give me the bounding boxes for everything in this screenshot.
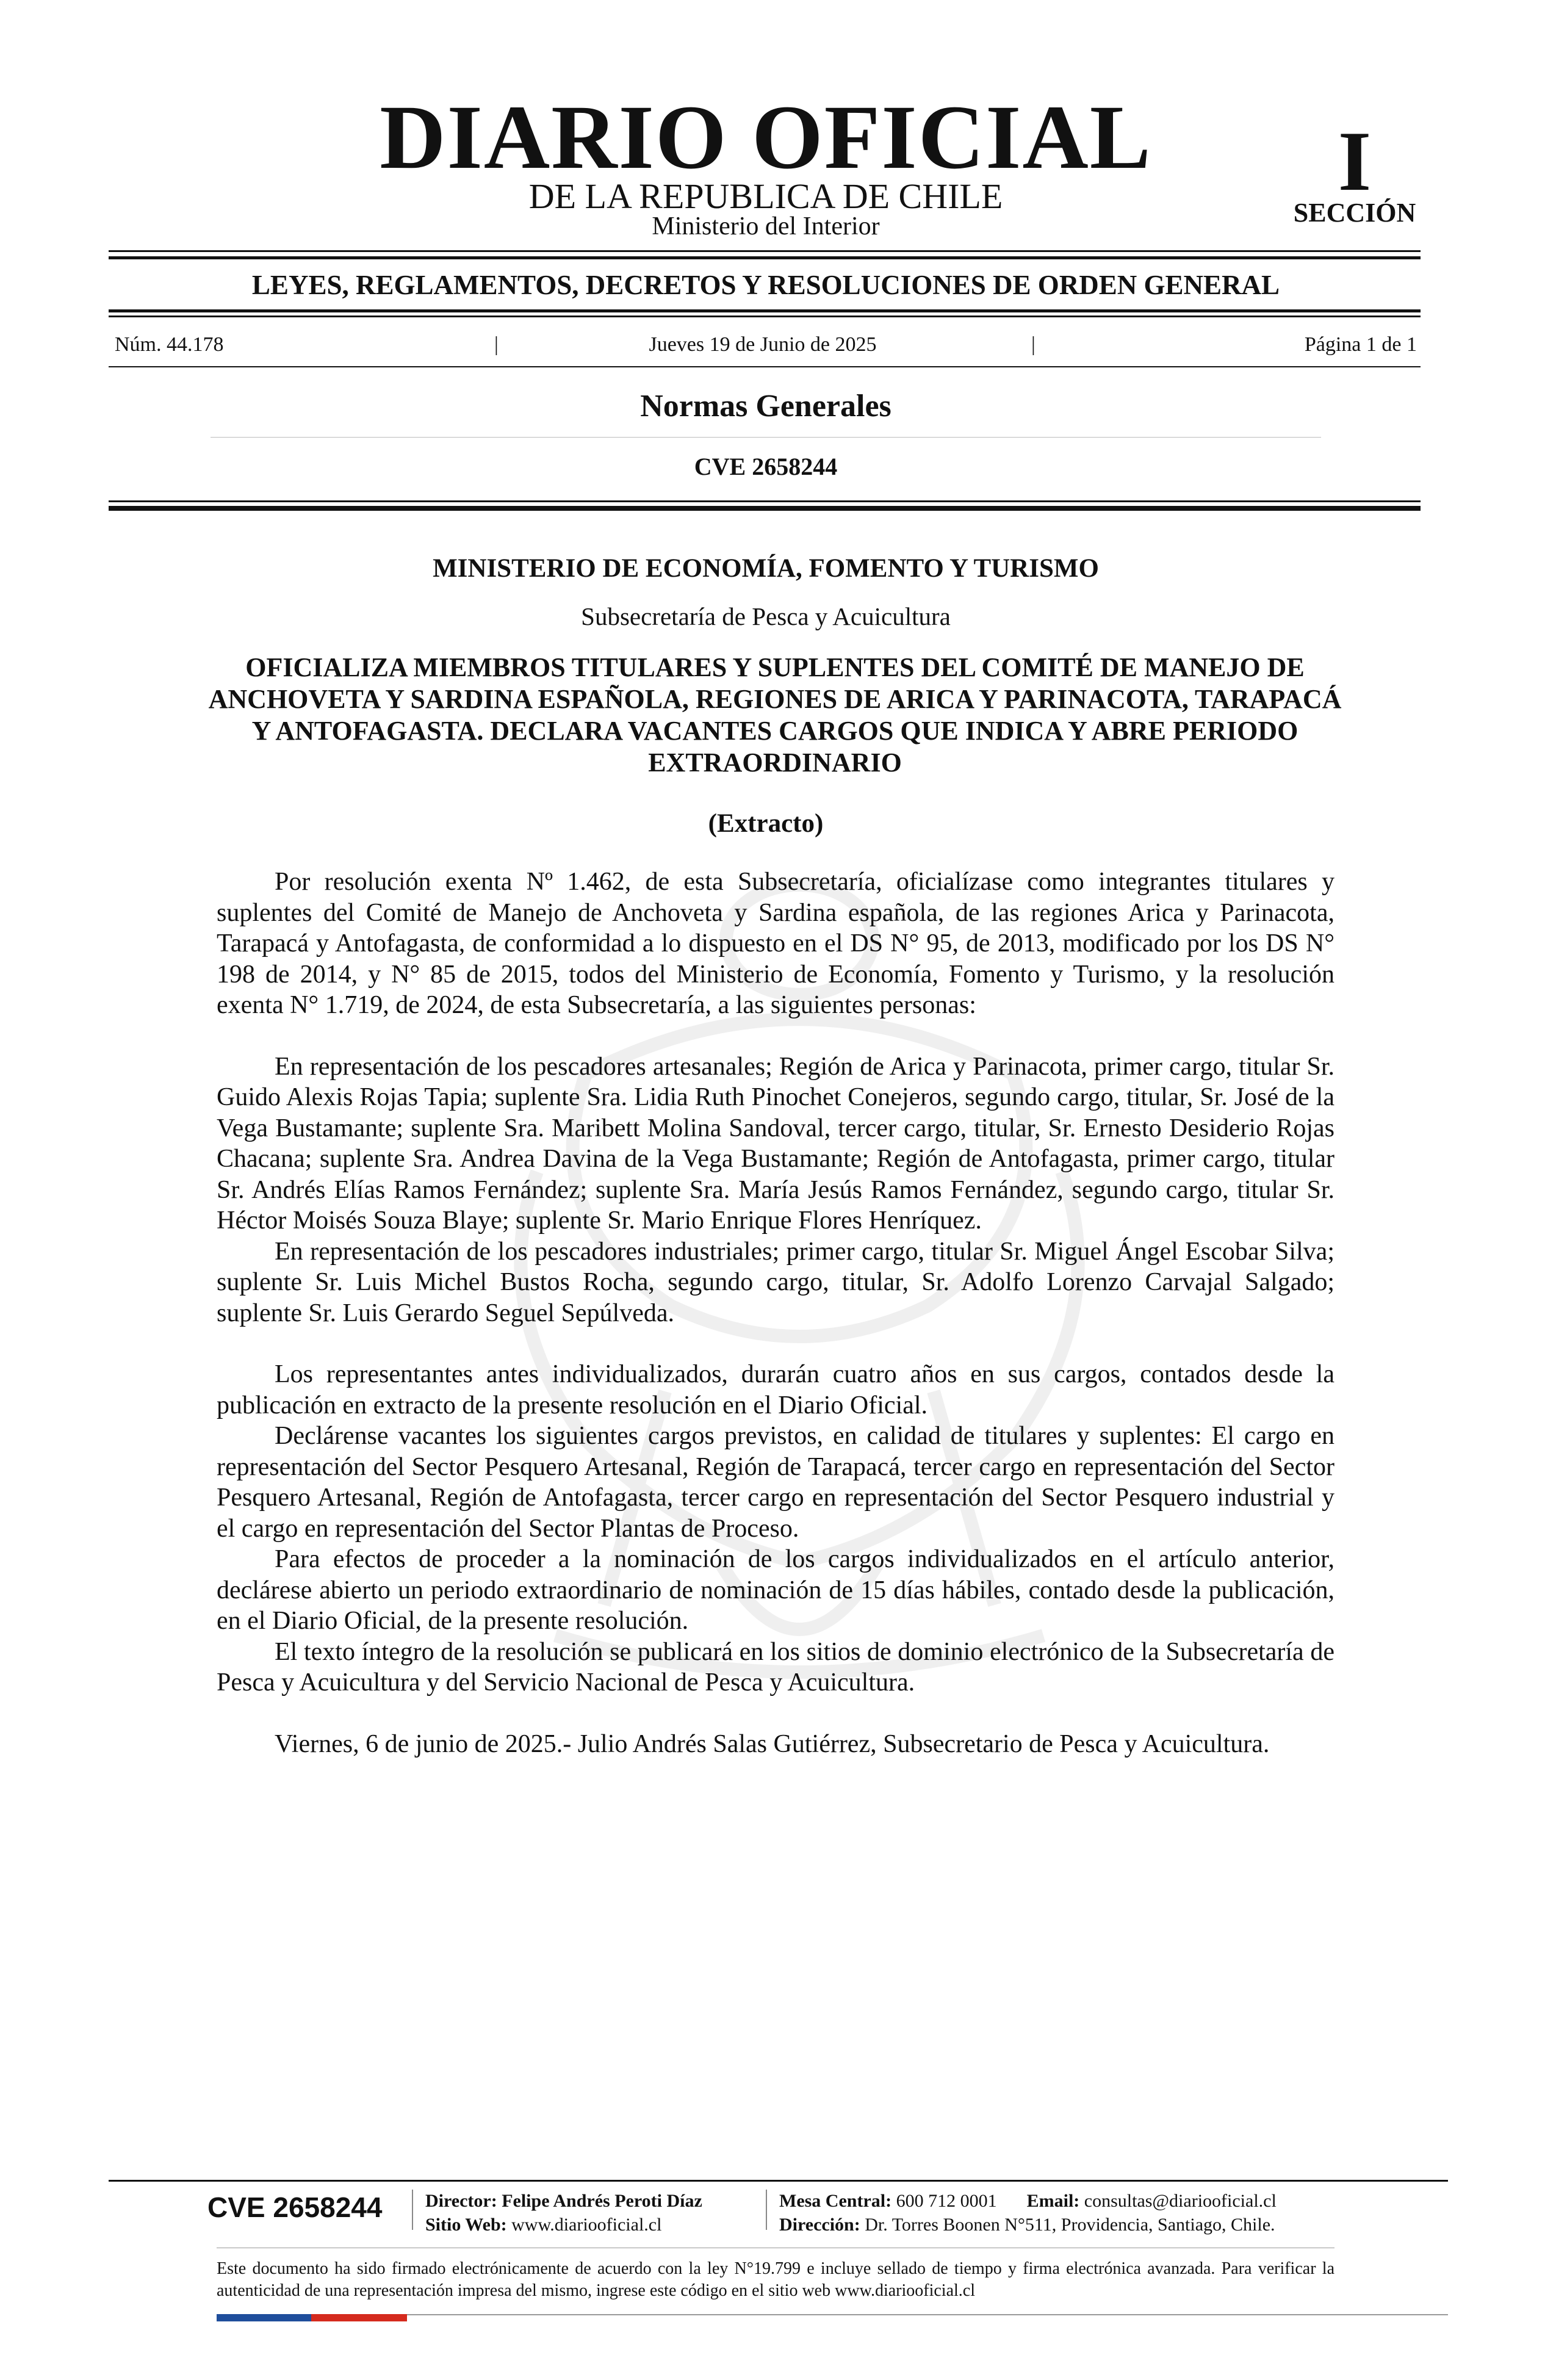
footer-address	[779, 2216, 1275, 2234]
newspaper-title: DIARIO OFICIAL	[380, 87, 1152, 188]
publication-banner: LEYES, REGLAMENTOS, DECRETOS Y RESOLUCIONES DE ORDEN GENERAL	[251, 270, 1280, 300]
divider	[211, 437, 1321, 438]
separator: |	[1031, 333, 1036, 356]
issue-number: Núm. 44.178	[115, 333, 224, 356]
section-numeral: I	[1338, 114, 1372, 209]
extract-label: (Extracto)	[708, 809, 824, 838]
footer-cve-code: CVE 2658244	[207, 2191, 383, 2223]
director-label: Director:	[425, 2191, 497, 2211]
address-label: Dirección:	[779, 2215, 860, 2235]
issue-date: Jueves 19 de Junio de 2025	[649, 333, 877, 356]
flag-stripe-blue	[217, 2314, 311, 2321]
divider	[412, 2190, 413, 2230]
signature-notice: Este documento ha sido firmado electrónicamente de acuerdo con la ley N°19.799 e incluye sellado de tiempo y firma electrónica avanzada. Para verificar la autenticidad de una representación impresa del mismo, ingrese este código en el sitio web www.diariooficial.cl	[217, 2259, 1334, 2300]
email-link[interactable]: consultas@diariooficial.cl	[1084, 2191, 1277, 2211]
body-paragraph: Declárense vacantes los siguientes cargos previstos, en calidad de titulares y suplentes: El cargo en representación del Sector Pesquero Artesanal, Región de Tarapacá, tercer cargo en representación del Sector Pesquero Artesanal, Región de Antofagasta, tercer cargo en representación del Sector Pesquero industrial y el cargo en representación del Sector Plantas de Proceso.	[217, 1422, 1334, 1543]
ministry-name: MINISTERIO DE ECONOMÍA, FOMENTO Y TURISMO	[433, 554, 1099, 583]
phone-number: 600 712 0001	[896, 2191, 997, 2211]
divider	[109, 500, 1421, 502]
body-paragraph: En representación de los pescadores industriales; primer cargo, titular Sr. Miguel Ángel Escobar Silva; suplente Sr. Luis Michel Bustos Rocha, segundo cargo, titular, Sr. Adolfo Lorenzo Carvajal Salgado; suplente Sr. Luis Gerardo Seguel Sepúlveda.	[217, 1237, 1334, 1327]
section-label: SECCIÓN	[1293, 198, 1416, 228]
flag-stripe-red	[311, 2314, 407, 2321]
website-link[interactable]: www.diariooficial.cl	[511, 2215, 662, 2235]
publisher-ministry: Ministerio del Interior	[652, 212, 880, 240]
footer-contact	[779, 2192, 1277, 2210]
divider	[109, 316, 1421, 317]
footer-divider	[109, 2180, 1448, 2182]
divider	[109, 366, 1421, 367]
signature-paragraph: Viernes, 6 de junio de 2025.- Julio Andrés Salas Gutiérrez, Subsecretario de Pesca y Acuicultura.	[275, 1729, 1270, 1758]
document-body	[217, 867, 1334, 1759]
separator: |	[494, 333, 499, 356]
website-label: Sitio Web:	[425, 2215, 507, 2235]
email-label: Email:	[1026, 2191, 1080, 2211]
body-paragraph: Para efectos de proceder a la nominación de los cargos individualizados en el artículo anterior, declárese abierto un periodo extraordinario de nominación de 15 días hábiles, contado desde la publicación, en el Diario Oficial, de la presente resolución.	[217, 1545, 1334, 1635]
divider	[109, 250, 1421, 252]
footer-director	[425, 2192, 702, 2210]
divider	[109, 506, 1421, 511]
divider	[109, 256, 1421, 259]
body-paragraph: El texto íntegro de la resolución se publicará en los sitios de dominio electrónico de la Subsecretaría de Pesca y Acuicultura y del Servicio Nacional de Pesca y Acuicultura.	[217, 1637, 1334, 1697]
document-title: OFICIALIZA MIEMBROS TITULARES Y SUPLENTES DEL COMITÉ DE MANEJO DE ANCHOVETA Y SARDINA ESPAÑOLA, REGIONES DE ARICA Y PARINACOTA, TARAPACÁ Y ANTOFAGASTA. DECLARA VACANTES CARGOS QUE INDICA Y ABRE PERIODO EXTRAORDINARIO	[208, 652, 1342, 777]
phone-label: Mesa Central:	[779, 2191, 892, 2211]
divider	[766, 2190, 767, 2230]
body-paragraph: Por resolución exenta Nº 1.462, de esta Subsecretaría, oficialízase como integrantes titulares y suplentes del Comité de Manejo de Anchoveta y Sardina española, de las regiones Arica y Parinacota, Tarapacá y Antofagasta, de conformidad a lo dispuesto en el DS N° 95, de 2013, modificado por los DS N° 198 de 2014, y N° 85 de 2015, todos del Ministerio de Economía, Fomento y Turismo, y la resolución exenta N° 1.719, de 2024, de esta Subsecretaría, a las siguientes personas:	[217, 868, 1334, 1019]
cve-code: CVE 2658244	[694, 453, 838, 480]
subsecretaria-name: Subsecretaría de Pesca y Acuicultura	[581, 602, 951, 630]
director-name: Felipe Andrés Peroti Díaz	[502, 2191, 702, 2211]
section-heading: Normas Generales	[640, 389, 891, 424]
body-paragraph: Los representantes antes individualizados, durarán cuatro años en sus cargos, contados desde la publicación en extracto de la presente resolución en el Diario Oficial.	[217, 1360, 1334, 1419]
divider	[109, 309, 1421, 312]
page-indicator: Página 1 de 1	[1304, 333, 1417, 356]
footer-website	[425, 2216, 661, 2234]
body-paragraph: En representación de los pescadores artesanales; Región de Arica y Parinacota, primer cargo, titular Sr. Guido Alexis Rojas Tapia; suplente Sra. Lidia Ruth Pinochet Conejeros, segundo cargo, titular, Sr. José de la Vega Bustamante; suplente Sra. Maribett Molina Sandoval, tercer cargo, titular, Sr. Ernesto Desiderio Rojas Chacana; suplente Sra. Andrea Davina de la Vega Bustamante; Región de Antofagasta, primer cargo, titular Sr. Andrés Elías Ramos Fernández; suplente Sra. María Jesús Ramos Fernández, segundo cargo, titular Sr. Héctor Moisés Souza Blaye; suplente Sr. Mario Enrique Flores Henríquez.	[217, 1052, 1334, 1235]
address-text: Dr. Torres Boonen N°511, Providencia, Santiago, Chile.	[865, 2215, 1275, 2235]
newspaper-subtitle: DE LA REPUBLICA DE CHILE	[528, 176, 1003, 216]
